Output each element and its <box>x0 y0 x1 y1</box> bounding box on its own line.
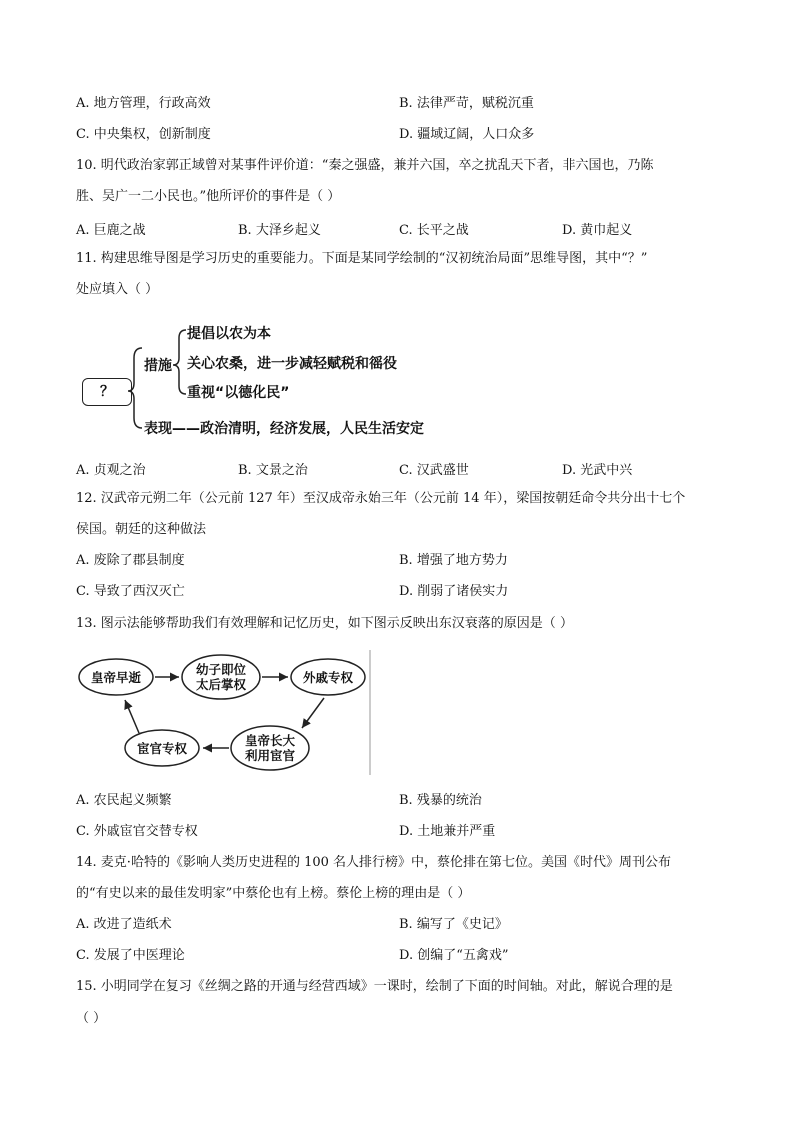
cycle-node-eunuchs: 宦官专权 <box>136 740 187 756</box>
q12-stem-line2: 侯国。朝廷的这种做法 <box>76 522 207 537</box>
q11-option-c: C. 汉武盛世 <box>399 463 469 478</box>
cycle-node-young-emperor-line2: 太后掌权 <box>195 677 246 692</box>
q12-option-c: C. 导致了西汉灭亡 <box>76 584 185 599</box>
q10-stem-line1: 10. 明代政治家郭正域曾对某事件评价道：“秦之强盛，兼并六国，卒之扰乱天下者，非六国也，乃陈 <box>76 158 654 173</box>
q9-option-b: B. 法律严苛，赋税沉重 <box>399 96 534 111</box>
q10-option-b: B. 大泽乡起义 <box>238 223 321 238</box>
cycle-node-emperor-grows-line1: 皇帝长大 <box>244 733 295 748</box>
q14-option-d: D. 创编了“五禽戏” <box>399 948 509 963</box>
q12-option-b: B. 增强了地方势力 <box>399 553 508 568</box>
mind-map-item-1: 提倡以农为本 <box>187 326 271 342</box>
q14-option-b: B. 编写了《史记》 <box>399 917 508 932</box>
q9-option-c: C. 中央集权，创新制度 <box>76 127 211 142</box>
cycle-node-consort-clan: 外戚专权 <box>302 669 353 685</box>
q10-option-a: A. 巨鹿之战 <box>76 223 146 238</box>
mind-map-branch-measures: 措施 <box>144 358 172 374</box>
q14-stem-line1: 14. 麦克·哈特的《影响人类历史进程的 100 名人排行榜》中，蔡伦排在第七位。美国《时代》周刊公布 <box>76 855 672 870</box>
mind-map-item-2: 关心农桑，进一步减轻赋税和徭役 <box>187 356 397 372</box>
q15-stem-line1: 15. 小明同学在复习《丝绸之路的开通与经营西域》一课时，绘制了下面的时间轴。对此，解说合理的是 <box>76 979 673 994</box>
q10-stem-line2: 胜、吴广一二小民也。”他所评价的事件是（ ） <box>76 189 341 204</box>
q13-option-c: C. 外戚宦官交替专权 <box>76 824 198 839</box>
cycle-node-emperor-grows-line2: 利用宦官 <box>244 748 295 763</box>
q10-option-c: C. 长平之战 <box>399 223 469 238</box>
q12-stem-line1: 12. 汉武帝元朔二年（公元前 127 年）至汉成帝永始三年（公元前 14 年），梁国按朝廷命令共分出十七个 <box>76 491 686 506</box>
q11-option-b: B. 文景之治 <box>238 463 308 478</box>
q13-option-b: B. 残暴的统治 <box>399 793 482 808</box>
mind-map-branch-results: 表现——政治清明，经济发展，人民生活安定 <box>144 421 424 437</box>
q11-option-d: D. 光武中兴 <box>562 463 633 478</box>
q14-stem-line2: 的“有史以来的最佳发明家”中蔡伦也有上榜。蔡伦上榜的理由是（ ） <box>76 886 471 901</box>
cycle-diagram <box>76 650 376 775</box>
q11-stem-line2: 处应填入（ ） <box>76 282 159 297</box>
q14-option-c: C. 发展了中医理论 <box>76 948 185 963</box>
mind-map-diagram <box>76 318 424 443</box>
q11-stem-line1: 11. 构建思维导图是学习历史的重要能力。下面是某同学绘制的“汉初统治局面”思维导图，其中“？” <box>76 251 648 266</box>
q11-option-a: A. 贞观之治 <box>76 463 146 478</box>
q10-option-d: D. 黄巾起义 <box>562 223 633 238</box>
cycle-node-emperor-grows <box>231 726 309 770</box>
cycle-node-young-emperor <box>182 655 260 699</box>
q12-option-a: A. 废除了郡县制度 <box>76 553 185 568</box>
q9-option-a: A. 地方管理，行政高效 <box>76 96 211 111</box>
q9-option-d: D. 疆域辽阔，人口众多 <box>399 127 535 142</box>
q13-stem: 13. 图示法能够帮助我们有效理解和记忆历史，如下图示反映出东汉衰落的原因是（ ） <box>76 616 573 631</box>
mind-map-center-box: ？ <box>82 378 132 406</box>
cycle-node-young-emperor-line1: 幼子即位 <box>195 662 246 677</box>
mind-map-item-3: 重视“以德化民” <box>187 385 290 401</box>
q13-option-a: A. 农民起义频繁 <box>76 793 172 808</box>
cycle-node-emperor-dies: 皇帝早逝 <box>90 669 141 685</box>
q13-option-d: D. 土地兼并严重 <box>399 824 496 839</box>
q12-option-d: D. 削弱了诸侯实力 <box>399 584 509 599</box>
q14-option-a: A. 改进了造纸术 <box>76 917 172 932</box>
q15-stem-line2: （ ） <box>76 1011 107 1026</box>
